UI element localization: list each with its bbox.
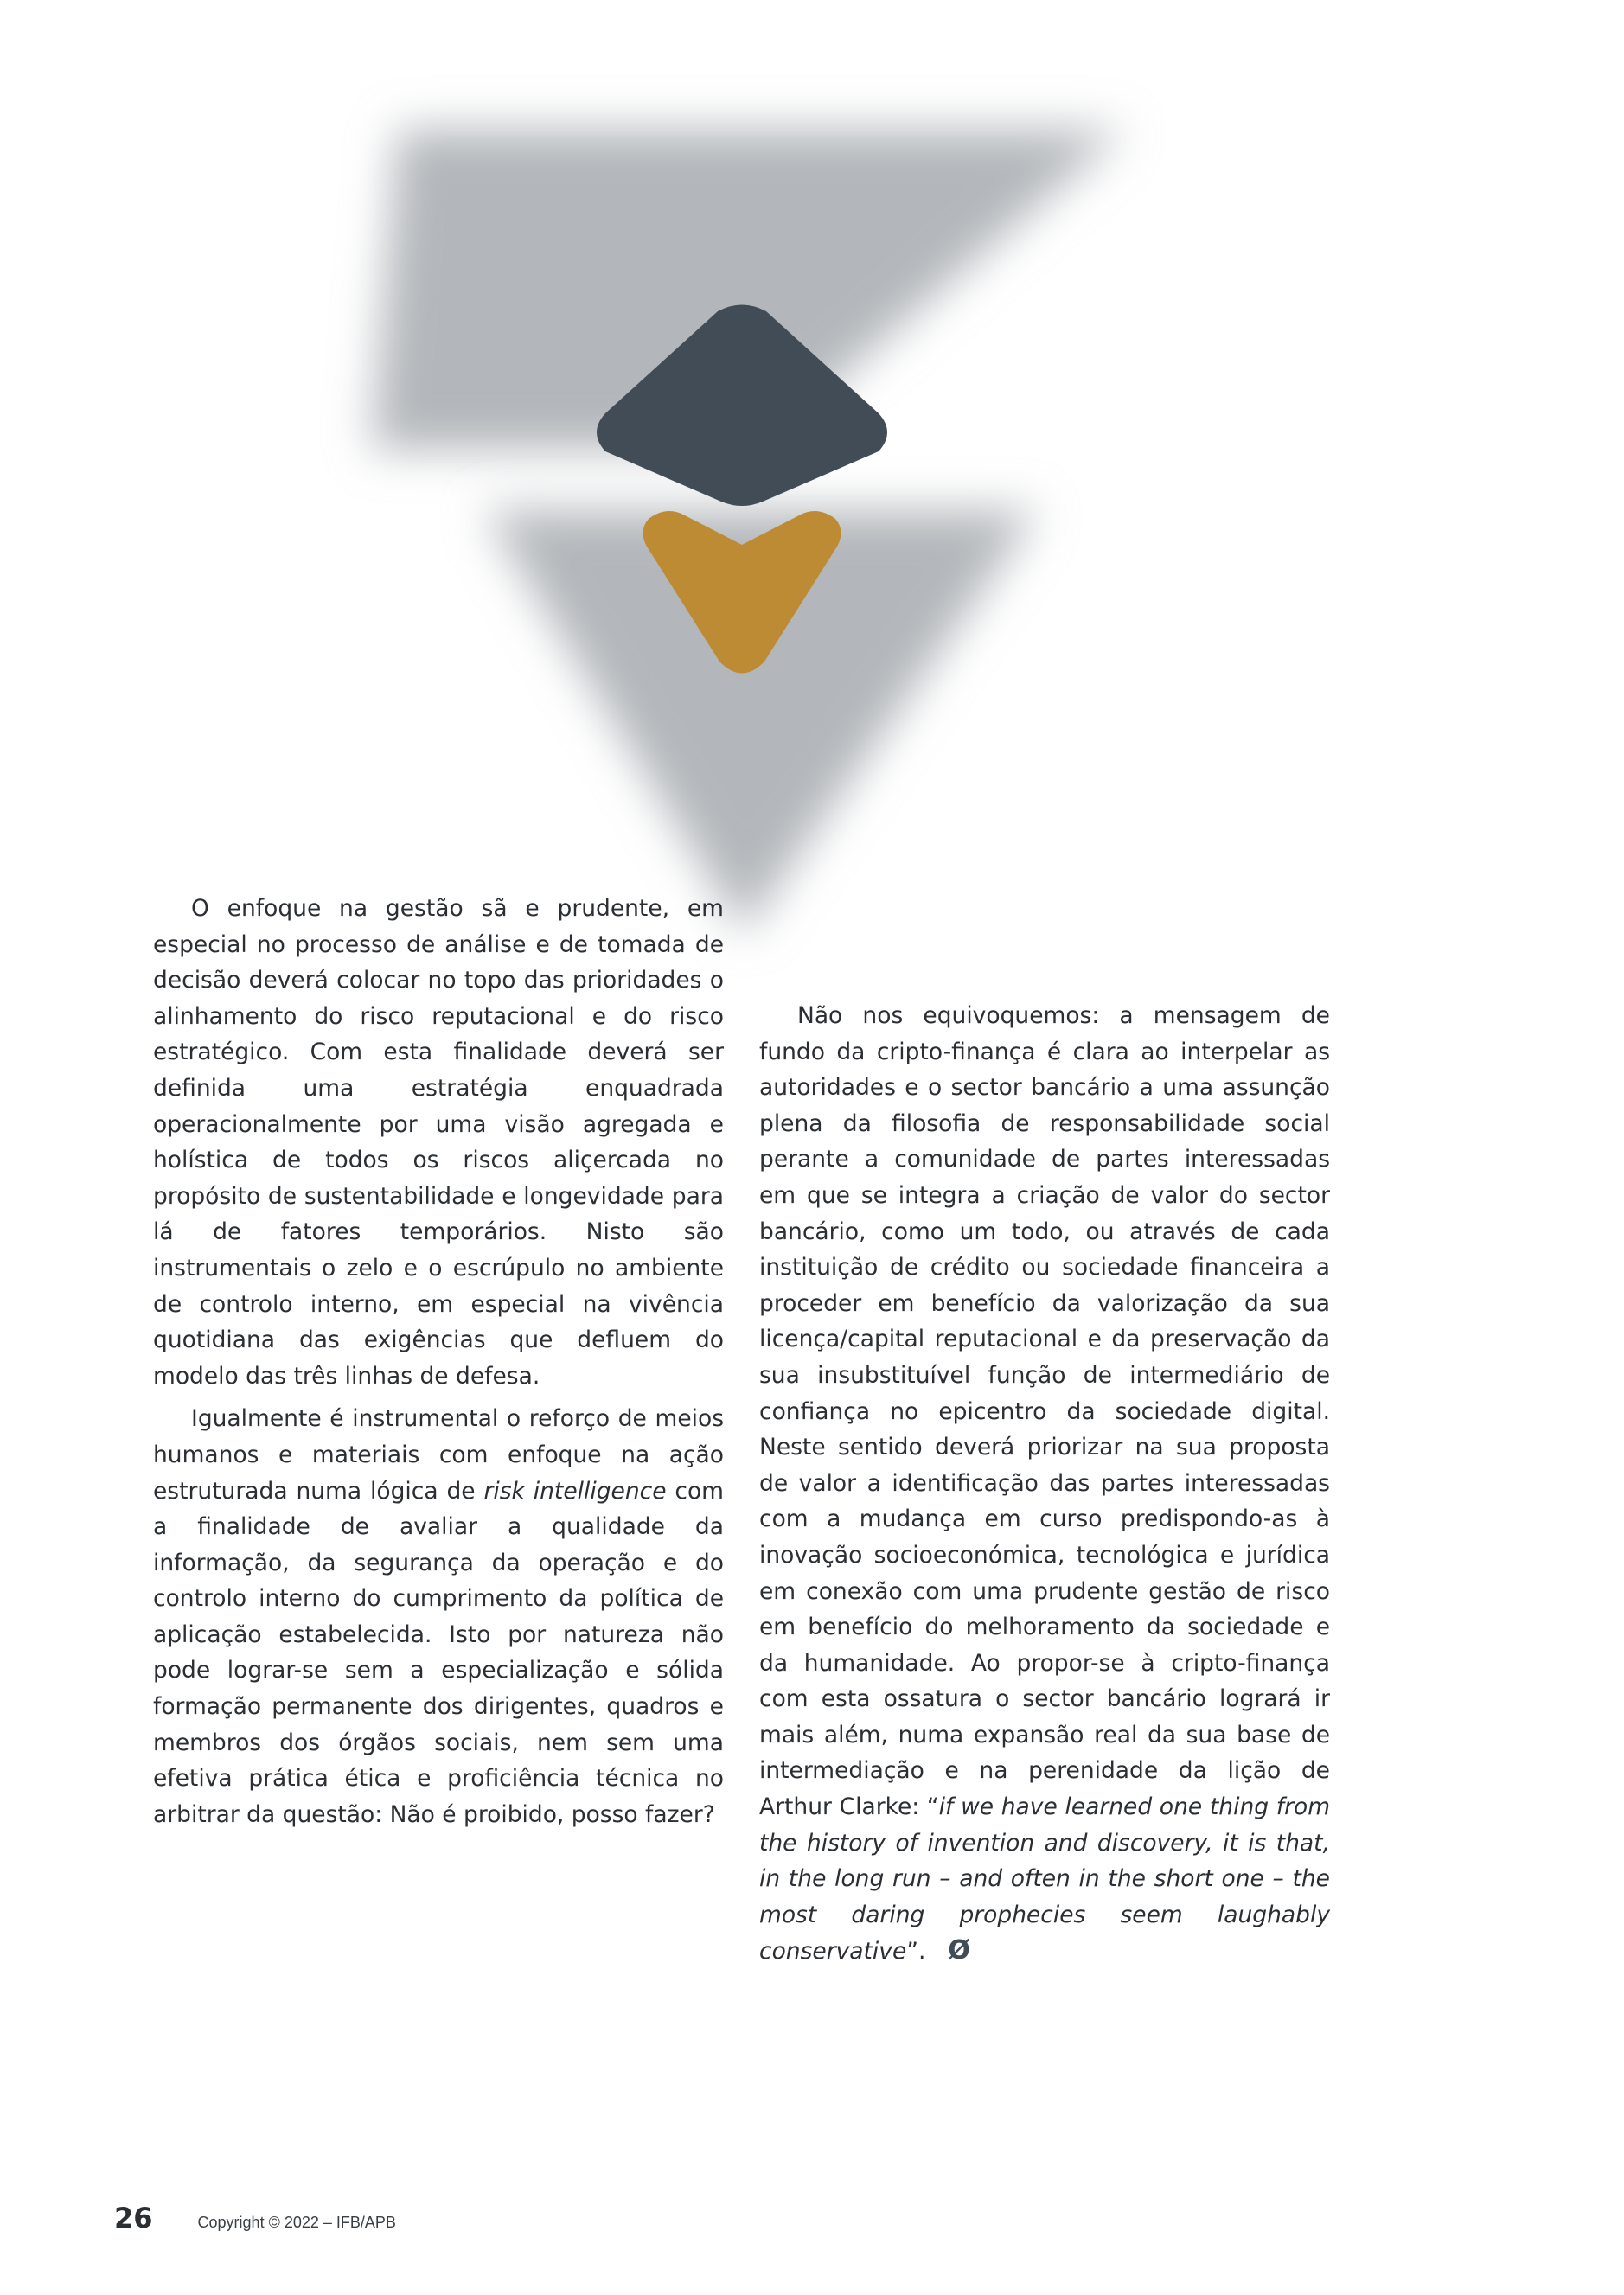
copyright-notice: Copyright © 2022 – IFB/APB (197, 2214, 396, 2231)
italic-term: risk intelligence (483, 1477, 667, 1505)
right-text-column (759, 998, 1330, 1977)
end-of-article-icon: Ø (948, 1935, 970, 1966)
left-paragraph-1: O enfoque na gestão sã e prudente, em especial no processo de análise e de tomada de decisão deverá colocar no topo das prioridades o alinhamento do risco reputacional e do risco estratégico. Com esta finalidade deverá ser definida uma estratégia enquadrada operacionalmente por uma visão agregada e holística de todos os riscos aliçercada no propósito de sustentabilidade e longevidade para lá de fatores temporários. Nisto são instrumentais o zelo e o escrúpulo no ambiente de controlo interno, em especial na vivência quotidiana das exigências que defluem do modelo das três linhas de defesa. (153, 895, 724, 1390)
left-paragraph-2: Igualmente é instrumental o reforço de meios humanos e materiais com enfoque na ação estruturada numa lógica de risk intelligence com a finalidade de avaliar a qualidade da informação, da segurança da operação e do controlo interno do cumprimento da política de aplicação estabelecida. Isto por natureza não pode lograr-se sem a especialização e sólida formação permanente dos dirigentes, quadros e membros dos órgãos sociais, nem sem uma efetiva prática ética e proficiência técnica no arbitrar da questão: Não é proibido, posso fazer? (153, 1405, 724, 1828)
clarke-quote: if we have learned one thing from the history of invention and discovery, it is that, in the long run – and often in the short one – the most daring prophecies seem laughably conservative (759, 1793, 1331, 1966)
left-text-column (153, 891, 724, 1839)
right-paragraph-1: Não nos equivoquemos: a mensagem de fundo da cripto-finança é clara ao interpelar as autoridades e o sector bancário a uma assunção plena da filosofia de responsabilidade social perante a comunidade de partes interessadas em que se integra a criação de valor do sector bancário, como um todo, ou através de cada instituição de crédito ou sociedade financeira a proceder em benefício da valorização da sua licença/capital reputacional e da preservação da sua insubstituível função de intermediário de confiança no epicentro da sociedade digital. Neste sentido deverá priorizar na sua proposta de valor a identificação das partes interessadas com a mudança em curso predispondo-as à inovação socioeconómica, tecnológica e jurídica em conexão com uma prudente gestão de risco em benefício do melhoramento da sociedade e da humanidade. Ao propor-se à cripto-finança com esta ossatura o sector bancário logrará ir mais além, numa expansão real da sua base de intermediação e na perenidade da lição de Arthur Clarke: “if we have learned one thing from the history of invention and discovery, it is that, in the long run – and often in the short one – the most daring prophecies seem laughably conservative”. Ø (759, 998, 1330, 1970)
page-number: 26 (114, 2202, 153, 2234)
decorative-arrow-graphic (0, 0, 1624, 994)
page-footer (114, 2202, 396, 2234)
